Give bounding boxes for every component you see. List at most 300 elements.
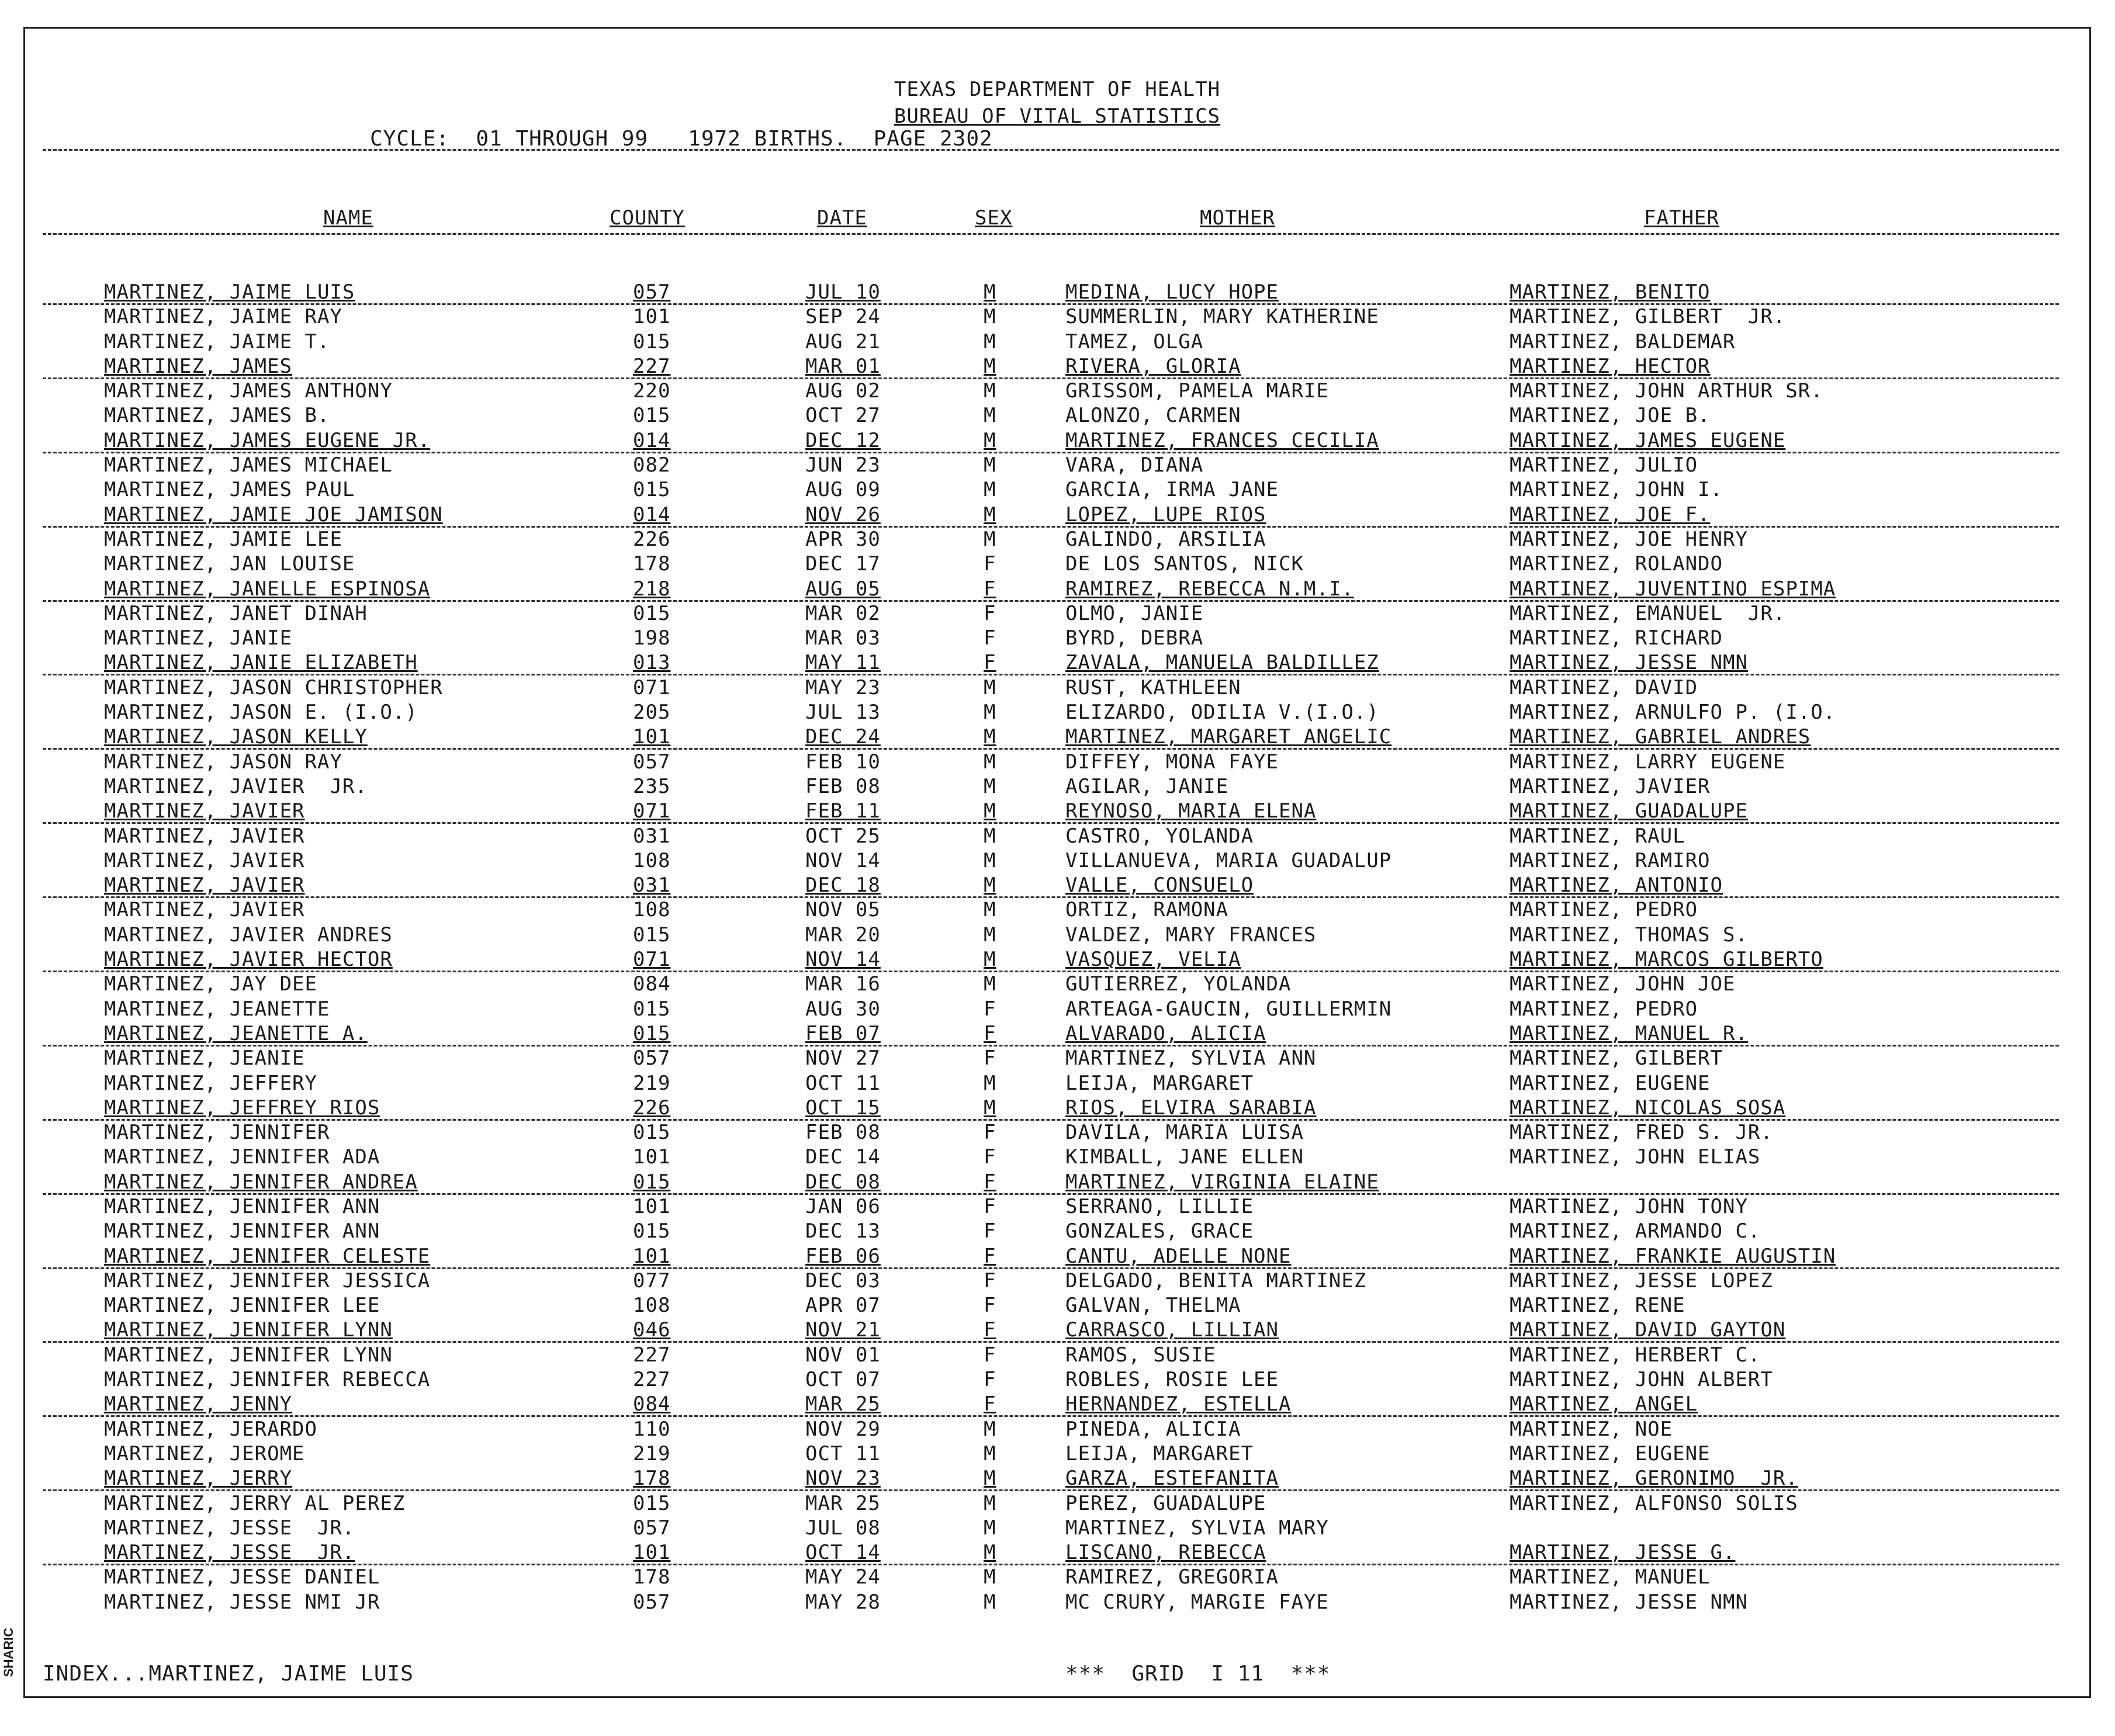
record-county: 227 — [633, 1368, 671, 1392]
record-mother: DIFFEY, MONA FAYE — [1065, 750, 1279, 774]
record-row — [25, 774, 2089, 799]
record-county: 015 — [633, 923, 671, 947]
record-county: 110 — [633, 1417, 671, 1441]
record-mother: ARTEAGA-GAUCIN, GUILLERMIN — [1065, 997, 1392, 1021]
record-date: MAR 25 — [805, 1392, 881, 1416]
record-sex: M — [984, 701, 996, 725]
record-mother: LOPEZ, LUPE RIOS — [1065, 503, 1266, 526]
record-mother: GUTIERREZ, YOLANDA — [1065, 972, 1292, 996]
record-county: 108 — [633, 1294, 671, 1318]
record-county: 205 — [633, 701, 671, 725]
record-name: MARTINEZ, JAMES MICHAEL — [104, 453, 393, 477]
record-father: MARTINEZ, MANUEL — [1510, 1565, 1711, 1589]
record-date: NOV 23 — [805, 1467, 881, 1491]
record-county: 031 — [633, 874, 671, 898]
record-mother: MARTINEZ, VIRGINIA ELAINE — [1065, 1170, 1379, 1194]
record-date: NOV 14 — [805, 948, 881, 972]
record-father: MARTINEZ, JESSE NMN — [1510, 651, 1748, 675]
record-date: MAR 03 — [805, 626, 881, 650]
record-name: MARTINEZ, JAIME LUIS — [104, 280, 355, 304]
record-county: 057 — [633, 280, 671, 304]
record-mother: VALLE, CONSUELO — [1065, 874, 1254, 898]
record-mother: GONZALES, GRACE — [1065, 1219, 1254, 1243]
record-sex: M — [984, 948, 996, 972]
record-county: 178 — [633, 1467, 671, 1491]
record-row — [25, 898, 2089, 922]
record-date: MAY 11 — [805, 651, 881, 675]
record-mother: LEIJA, MARGARET — [1065, 1071, 1254, 1095]
record-sex: M — [984, 527, 996, 551]
record-name: MARTINEZ, JESSE DANIEL — [104, 1565, 380, 1589]
record-name: MARTINEZ, JASON CHRISTOPHER — [104, 675, 443, 699]
record-mother: MEDINA, LUCY HOPE — [1065, 280, 1279, 304]
record-name: MARTINEZ, JAMES B. — [104, 404, 330, 428]
record-date: NOV 05 — [805, 898, 881, 922]
column-header-date: DATE — [817, 206, 867, 230]
record-county: 108 — [633, 898, 671, 922]
record-sex: M — [984, 404, 996, 428]
record-row — [25, 1120, 2089, 1145]
record-father: MARTINEZ, JESSE G. — [1510, 1541, 1736, 1565]
record-sex: F — [984, 552, 996, 576]
record-date: FEB 10 — [805, 750, 881, 774]
record-name: MARTINEZ, JEANIE — [104, 1047, 305, 1070]
record-county: 014 — [633, 503, 671, 526]
record-name: MARTINEZ, JENNIFER — [104, 1121, 330, 1145]
record-mother: ELIZARDO, ODILIA V.(I.O.) — [1065, 701, 1379, 725]
record-county: 057 — [633, 1590, 671, 1614]
record-county: 071 — [633, 948, 671, 972]
record-county: 178 — [633, 552, 671, 576]
record-date: AUG 02 — [805, 379, 881, 403]
birth-records-list — [25, 280, 2089, 1614]
record-mother: DELGADO, BENITA MARTINEZ — [1065, 1269, 1367, 1293]
record-date: MAY 24 — [805, 1565, 881, 1589]
record-row — [25, 1590, 2089, 1614]
record-date: NOV 26 — [805, 503, 881, 526]
record-row — [25, 280, 2089, 304]
record-mother: SERRANO, LILLIE — [1065, 1194, 1254, 1218]
record-father: MARTINEZ, JOHN ELIAS — [1510, 1145, 1761, 1169]
record-row — [25, 1269, 2089, 1293]
record-date: MAR 01 — [805, 354, 881, 378]
record-mother: VASQUEZ, VELIA — [1065, 948, 1241, 972]
record-date: SEP 24 — [805, 305, 881, 329]
record-date: NOV 14 — [805, 848, 881, 872]
record-county: 015 — [633, 404, 671, 428]
record-date: JAN 06 — [805, 1194, 881, 1218]
record-row — [25, 453, 2089, 477]
record-name: MARTINEZ, JASON KELLY — [104, 725, 368, 749]
record-date: JUL 10 — [805, 280, 881, 304]
record-date: DEC 12 — [805, 428, 881, 452]
record-name: MARTINEZ, JANIE ELIZABETH — [104, 651, 418, 675]
record-mother: RUST, KATHLEEN — [1065, 675, 1241, 699]
record-father: MARTINEZ, GERONIMO JR. — [1510, 1467, 1798, 1491]
record-sex: F — [984, 1047, 996, 1070]
record-county: 057 — [633, 750, 671, 774]
record-mother: RAMIREZ, REBECCA N.M.I. — [1065, 577, 1354, 601]
record-father: MARTINEZ, RICHARD — [1510, 626, 1723, 650]
record-county: 014 — [633, 428, 671, 452]
record-name: MARTINEZ, JANIE — [104, 626, 293, 650]
record-name: MARTINEZ, JASON RAY — [104, 750, 342, 774]
record-father: MARTINEZ, RENE — [1510, 1294, 1685, 1318]
column-header-mother: MOTHER — [1200, 206, 1275, 230]
column-header-father: FATHER — [1644, 206, 1719, 230]
record-name: MARTINEZ, JENNIFER ANN — [104, 1219, 380, 1243]
record-mother: RIOS, ELVIRA SARABIA — [1065, 1096, 1317, 1120]
record-mother: HERNANDEZ, ESTELLA — [1065, 1392, 1292, 1416]
record-date: DEC 24 — [805, 725, 881, 749]
record-date: APR 07 — [805, 1294, 881, 1318]
record-name: MARTINEZ, JAIME RAY — [104, 305, 342, 329]
record-row — [25, 1046, 2089, 1070]
record-sex: F — [984, 1145, 996, 1169]
record-mother: VALDEZ, MARY FRANCES — [1065, 923, 1317, 947]
agency-title: TEXAS DEPARTMENT OF HEALTH — [894, 78, 1221, 101]
record-county: 108 — [633, 848, 671, 872]
record-county: 220 — [633, 379, 671, 403]
record-sex: M — [984, 354, 996, 378]
record-date: MAY 28 — [805, 1590, 881, 1614]
record-county: 227 — [633, 1343, 671, 1367]
record-sex: F — [984, 1021, 996, 1045]
record-sex: F — [984, 1244, 996, 1268]
record-name: MARTINEZ, JESSE JR. — [104, 1541, 355, 1565]
record-county: 015 — [633, 997, 671, 1021]
record-father: MARTINEZ, HERBERT C. — [1510, 1343, 1761, 1367]
record-date: FEB 08 — [805, 774, 881, 798]
record-date: NOV 27 — [805, 1047, 881, 1070]
record-row — [25, 923, 2089, 947]
record-date: AUG 21 — [805, 330, 881, 354]
record-county: 226 — [633, 527, 671, 551]
record-father: MARTINEZ, JESSE NMN — [1510, 1590, 1748, 1614]
record-mother: ORTIZ, RAMONA — [1065, 898, 1229, 922]
record-father: MARTINEZ, JULIO — [1510, 453, 1698, 477]
record-name: MARTINEZ, JERRY AL PEREZ — [104, 1491, 406, 1515]
record-sex: M — [984, 750, 996, 774]
record-name: MARTINEZ, JEANETTE A. — [104, 1021, 368, 1045]
record-county: 218 — [633, 577, 671, 601]
record-mother: BYRD, DEBRA — [1065, 626, 1204, 650]
record-sex: F — [984, 1194, 996, 1218]
record-name: MARTINEZ, JENNIFER ADA — [104, 1145, 380, 1169]
record-mother: MARTINEZ, SYLVIA MARY — [1065, 1516, 1329, 1540]
record-county: 071 — [633, 799, 671, 823]
record-county: 227 — [633, 354, 671, 378]
record-county: 198 — [633, 626, 671, 650]
record-date: APR 30 — [805, 527, 881, 551]
record-row — [25, 1170, 2089, 1194]
record-row — [25, 750, 2089, 774]
record-sex: M — [984, 774, 996, 798]
record-sex: M — [984, 330, 996, 354]
record-county: 235 — [633, 774, 671, 798]
record-mother: GALVAN, THELMA — [1065, 1294, 1241, 1318]
record-mother: REYNOSO, MARIA ELENA — [1065, 799, 1317, 823]
record-father: MARTINEZ, JESSE LOPEZ — [1510, 1269, 1773, 1293]
record-father: MARTINEZ, DAVID — [1510, 675, 1698, 699]
record-row — [25, 1021, 2089, 1046]
record-mother: RIVERA, GLORIA — [1065, 354, 1241, 378]
record-mother: KIMBALL, JANE ELLEN — [1065, 1145, 1304, 1169]
record-father: MARTINEZ, PEDRO — [1510, 898, 1698, 922]
record-father: MARTINEZ, FRED S. JR. — [1510, 1121, 1773, 1145]
record-sex: F — [984, 651, 996, 675]
record-sex: M — [984, 923, 996, 947]
record-mother: SUMMERLIN, MARY KATHERINE — [1065, 305, 1379, 329]
record-father: MARTINEZ, JOE HENRY — [1510, 527, 1748, 551]
document-frame — [23, 27, 2091, 1698]
record-county: 219 — [633, 1071, 671, 1095]
record-row — [25, 1293, 2089, 1318]
record-sex: M — [984, 453, 996, 477]
record-county: 015 — [633, 1170, 671, 1194]
record-father: MARTINEZ, JOHN I. — [1510, 478, 1723, 502]
record-county: 071 — [633, 675, 671, 699]
record-name: MARTINEZ, JAMES ANTHONY — [104, 379, 393, 403]
record-father: MARTINEZ, ROLANDO — [1510, 552, 1723, 576]
record-date: JUL 13 — [805, 701, 881, 725]
record-mother: MARTINEZ, FRANCES CECILIA — [1065, 428, 1379, 452]
record-row — [25, 1565, 2089, 1589]
record-name: MARTINEZ, JENNIFER ANN — [104, 1194, 380, 1218]
record-mother: OLMO, JANIE — [1065, 601, 1204, 625]
record-father: MARTINEZ, BENITO — [1510, 280, 1711, 304]
record-county: 015 — [633, 1021, 671, 1045]
record-row — [25, 1194, 2089, 1219]
bureau-title: BUREAU OF VITAL STATISTICS — [894, 105, 1221, 128]
record-row — [25, 1466, 2089, 1491]
record-date: MAY 23 — [805, 675, 881, 699]
record-county: 101 — [633, 725, 671, 749]
record-county: 057 — [633, 1047, 671, 1070]
record-sex: F — [984, 626, 996, 650]
record-county: 226 — [633, 1096, 671, 1120]
record-date: MAR 16 — [805, 972, 881, 996]
record-name: MARTINEZ, JENNIFER JESSICA — [104, 1269, 431, 1293]
record-mother: ALVARADO, ALICIA — [1065, 1021, 1266, 1045]
record-father: MARTINEZ, EUGENE — [1510, 1071, 1711, 1095]
record-sex: M — [984, 972, 996, 996]
record-sex: M — [984, 1541, 996, 1565]
record-county: 031 — [633, 824, 671, 848]
record-father: MARTINEZ, JOE B. — [1510, 404, 1711, 428]
record-sex: F — [984, 1368, 996, 1392]
record-father: MARTINEZ, THOMAS S. — [1510, 923, 1748, 947]
record-father: MARTINEZ, EUGENE — [1510, 1442, 1711, 1465]
record-county: 101 — [633, 305, 671, 329]
record-date: OCT 14 — [805, 1541, 881, 1565]
record-row — [25, 848, 2089, 873]
record-row — [25, 403, 2089, 428]
record-county: 178 — [633, 1565, 671, 1589]
record-row — [25, 1318, 2089, 1342]
record-row — [25, 972, 2089, 996]
record-date: OCT 27 — [805, 404, 881, 428]
record-sex: F — [984, 1121, 996, 1145]
record-row — [25, 1417, 2089, 1442]
record-father: MARTINEZ, HECTOR — [1510, 354, 1711, 378]
record-row — [25, 1244, 2089, 1269]
record-row — [25, 650, 2089, 675]
record-date: OCT 15 — [805, 1096, 881, 1120]
record-mother: VILLANUEVA, MARIA GUADALUP — [1065, 848, 1392, 872]
record-sex: F — [984, 601, 996, 625]
record-row — [25, 428, 2089, 453]
side-stamp-text: SHARIC — [1, 1627, 16, 1677]
record-row — [25, 1367, 2089, 1392]
record-mother: CARRASCO, LILLIAN — [1065, 1318, 1279, 1342]
record-mother: CANTU, ADELLE NONE — [1065, 1244, 1292, 1268]
record-sex: F — [984, 1269, 996, 1293]
record-date: FEB 11 — [805, 799, 881, 823]
record-father: MARTINEZ, MANUEL R. — [1510, 1021, 1748, 1045]
record-father: MARTINEZ, DAVID GAYTON — [1510, 1318, 1786, 1342]
record-date: NOV 29 — [805, 1417, 881, 1441]
record-mother: RAMOS, SUSIE — [1065, 1343, 1216, 1367]
record-row — [25, 1219, 2089, 1243]
record-row — [25, 503, 2089, 527]
record-mother: DAVILA, MARIA LUISA — [1065, 1121, 1304, 1145]
record-father: MARTINEZ, JAVIER — [1510, 774, 1711, 798]
record-date: AUG 30 — [805, 997, 881, 1021]
record-row — [25, 552, 2089, 576]
record-sex: F — [984, 577, 996, 601]
record-sex: M — [984, 848, 996, 872]
record-date: MAR 02 — [805, 601, 881, 625]
record-county: 084 — [633, 1392, 671, 1416]
column-header-county: COUNTY — [610, 206, 685, 230]
record-row — [25, 947, 2089, 972]
record-mother: RAMIREZ, GREGORIA — [1065, 1565, 1279, 1589]
record-name: MARTINEZ, JEFFREY RIOS — [104, 1096, 380, 1120]
record-row — [25, 1071, 2089, 1096]
record-mother: GRISSOM, PAMELA MARIE — [1065, 379, 1329, 403]
record-row — [25, 379, 2089, 403]
record-county: 219 — [633, 1442, 671, 1465]
record-date: NOV 21 — [805, 1318, 881, 1342]
record-father: MARTINEZ, JOHN JOE — [1510, 972, 1736, 996]
record-row — [25, 1392, 2089, 1416]
record-father: MARTINEZ, EMANUEL JR. — [1510, 601, 1786, 625]
record-sex: F — [984, 997, 996, 1021]
record-mother: MC CRURY, MARGIE FAYE — [1065, 1590, 1329, 1614]
record-name: MARTINEZ, JENNIFER CELESTE — [104, 1244, 431, 1268]
record-row — [25, 304, 2089, 329]
record-name: MARTINEZ, JAY DEE — [104, 972, 317, 996]
grid-footer: *** GRID I 11 *** — [1065, 1662, 1331, 1686]
record-name: MARTINEZ, JASON E. (I.O.) — [104, 701, 418, 725]
record-row — [25, 354, 2089, 379]
record-name: MARTINEZ, JENNIFER ANDREA — [104, 1170, 418, 1194]
record-county: 084 — [633, 972, 671, 996]
record-row — [25, 824, 2089, 848]
record-father: MARTINEZ, NICOLAS SOSA — [1510, 1096, 1786, 1120]
cycle-line: CYCLE: 01 THROUGH 99 1972 BIRTHS. PAGE 2302 — [370, 127, 993, 151]
record-mother: AGILAR, JANIE — [1065, 774, 1229, 798]
record-county: 013 — [633, 651, 671, 675]
record-name: MARTINEZ, JAVIER — [104, 848, 305, 872]
record-date: OCT 25 — [805, 824, 881, 848]
record-date: AUG 09 — [805, 478, 881, 502]
record-mother: VARA, DIANA — [1065, 453, 1204, 477]
record-father: MARTINEZ, JOHN TONY — [1510, 1194, 1748, 1218]
record-mother: GALINDO, ARSILIA — [1065, 527, 1266, 551]
record-name: MARTINEZ, JEROME — [104, 1442, 305, 1465]
record-sex: F — [984, 1318, 996, 1342]
record-date: DEC 13 — [805, 1219, 881, 1243]
record-row — [25, 700, 2089, 725]
record-county: 015 — [633, 478, 671, 502]
record-sex: M — [984, 503, 996, 526]
record-father: MARTINEZ, GILBERT — [1510, 1047, 1723, 1070]
record-mother: LEIJA, MARGARET — [1065, 1442, 1254, 1465]
record-row — [25, 626, 2089, 650]
record-row — [25, 799, 2089, 823]
record-sex: M — [984, 1442, 996, 1465]
record-father: MARTINEZ, PEDRO — [1510, 997, 1698, 1021]
record-county: 015 — [633, 330, 671, 354]
record-date: JUL 08 — [805, 1516, 881, 1540]
record-row — [25, 577, 2089, 601]
record-county: 101 — [633, 1194, 671, 1218]
record-row — [25, 601, 2089, 626]
record-sex: M — [984, 824, 996, 848]
record-county: 101 — [633, 1541, 671, 1565]
record-father: MARTINEZ, ARMANDO C. — [1510, 1219, 1761, 1243]
record-sex: M — [984, 1516, 996, 1540]
record-name: MARTINEZ, JAVIER — [104, 799, 305, 823]
record-name: MARTINEZ, JERARDO — [104, 1417, 317, 1441]
record-name: MARTINEZ, JAMES PAUL — [104, 478, 355, 502]
record-date: MAR 20 — [805, 923, 881, 947]
record-name: MARTINEZ, JAIME T. — [104, 330, 330, 354]
record-name: MARTINEZ, JANELLE ESPINOSA — [104, 577, 431, 601]
record-name: MARTINEZ, JESSE JR. — [104, 1516, 355, 1540]
record-sex: M — [984, 898, 996, 922]
record-father: MARTINEZ, GILBERT JR. — [1510, 305, 1786, 329]
record-name: MARTINEZ, JAVIER — [104, 874, 305, 898]
record-father: MARTINEZ, ARNULFO P. (I.O. — [1510, 701, 1836, 725]
record-name: MARTINEZ, JAVIER JR. — [104, 774, 368, 798]
record-name: MARTINEZ, JAVIER — [104, 824, 305, 848]
record-mother: GARCIA, IRMA JANE — [1065, 478, 1279, 502]
record-sex: M — [984, 379, 996, 403]
record-date: OCT 11 — [805, 1071, 881, 1095]
record-sex: M — [984, 428, 996, 452]
record-sex: M — [984, 799, 996, 823]
record-row — [25, 1096, 2089, 1120]
record-sex: M — [984, 1491, 996, 1515]
record-date: JUN 23 — [805, 453, 881, 477]
record-mother: MARTINEZ, SYLVIA ANN — [1065, 1047, 1317, 1070]
record-name: MARTINEZ, JAVIER — [104, 898, 305, 922]
record-sex: M — [984, 675, 996, 699]
record-sex: M — [984, 874, 996, 898]
record-county: 015 — [633, 1219, 671, 1243]
record-name: MARTINEZ, JAMES — [104, 354, 293, 378]
record-name: MARTINEZ, JENNY — [104, 1392, 293, 1416]
record-sex: M — [984, 1417, 996, 1441]
record-name: MARTINEZ, JESSE NMI JR — [104, 1590, 380, 1614]
record-county: 015 — [633, 1121, 671, 1145]
record-date: DEC 03 — [805, 1269, 881, 1293]
index-footer: INDEX...MARTINEZ, JAIME LUIS — [43, 1662, 414, 1686]
record-name: MARTINEZ, JENNIFER REBECCA — [104, 1368, 431, 1392]
